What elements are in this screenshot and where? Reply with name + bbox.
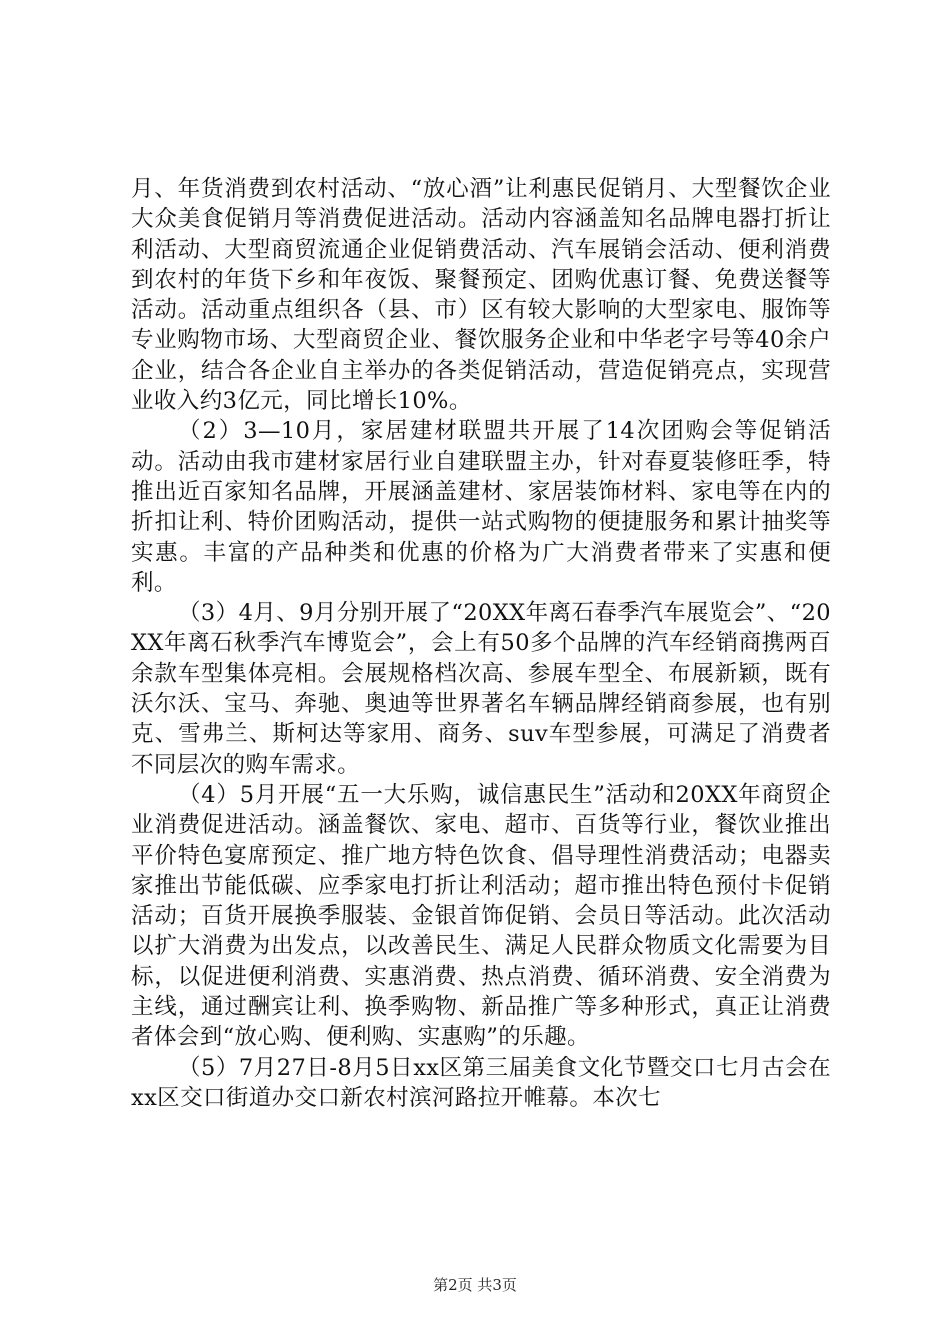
paragraph-2: （2）3—10月，家居建材联盟共开展了14次团购会等促销活动。活动由我市建材家居行业自建联盟主办，针对春夏装修旺季，特推出近百家知名品牌，开展涵盖建材、家居装饰材料、家电等在内的折扣让利、特价团购活动，提供一站式购物的便捷服务和累计抽奖等实惠。丰富的产品种类和优惠的价格为广大消费者带来了实惠和便利。 [131, 418, 831, 596]
page-footer [0, 1275, 950, 1295]
paragraph-4: （4）5月开展“五一大乐购，诚信惠民生”活动和20XX年商贸企业消费促进活动。涵盖餐饮、家电、超市、百货等行业，餐饮业推出平价特色宴席预定、推广地方特色饮食、倡导理性消费活动；电器卖家推出节能低碳、应季家电打折让利活动；超市推出特色预付卡促销活动；百货开展换季服装、金银首饰促销、会员日等活动。此次活动以扩大消费为出发点，以改善民生、满足人民群众物质文化需要为目标，以促进便利消费、实惠消费、热点消费、循环消费、安全消费为主线，通过酬宾让利、换季购物、新品推广等多种形式，真正让消费者体会到“放心购、便利购、实惠购”的乐趣。 [131, 781, 831, 1051]
document-body [131, 174, 831, 1113]
paragraph-5: （5）7月27日-8月5日xx区第三届美食文化节暨交口七月古会在xx区交口街道办交口新农村滨河路拉开帷幕。本次七 [131, 1054, 831, 1111]
paragraph-3: （3）4月、9月分别开展了“20XX年离石春季汽车展览会”、“20XX年离石秋季汽车博览会”，会上有50多个品牌的汽车经销商携两百余款车型集体亮相。会展规格档次高、参展车型全、布展新颖，既有沃尔沃、宝马、奔驰、奥迪等世界著名车辆品牌经销商参展，也有别克、雪弗兰、斯柯达等家用、商务、suv车型参展，可满足了消费者不同层次的购车需求。 [131, 600, 831, 778]
paragraph-1: 月、年货消费到农村活动、“放心酒”让利惠民促销月、大型餐饮企业大众美食促销月等消费促进活动。活动内容涵盖知名品牌电器打折让利活动、大型商贸流通企业促销费活动、汽车展销会活动、便利消费到农村的年货下乡和年夜饭、聚餐预定、团购优惠订餐、免费送餐等活动。活动重点组织各（县、市）区有较大影响的大型家电、服饰等专业购物市场、大型商贸企业、餐饮服务企业和中华老字号等40余户企业，结合各企业自主举办的各类促销活动，营造促销亮点，实现营业收入约3亿元，同比增长10%。 [131, 176, 831, 415]
page-number-label: 第2页 共3页 [433, 1276, 517, 1294]
